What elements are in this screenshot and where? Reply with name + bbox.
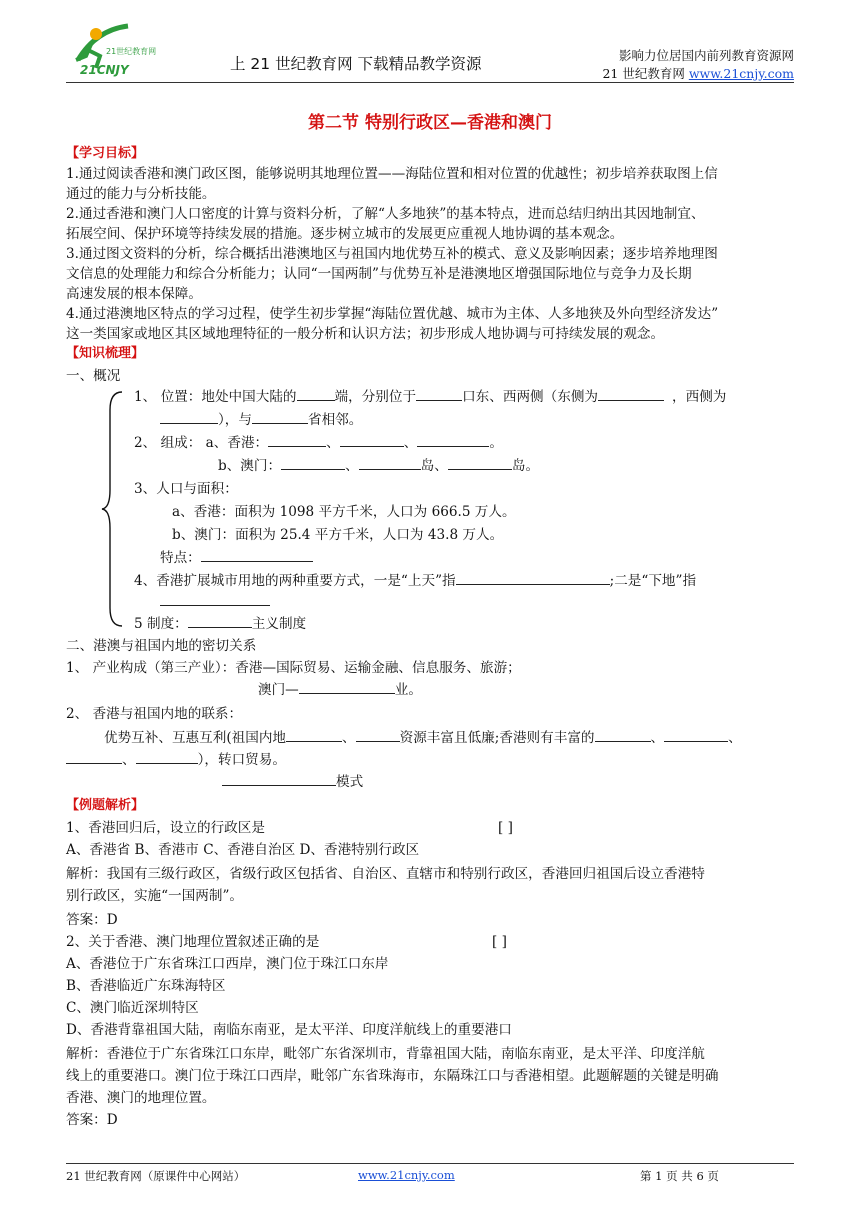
k1-line: 1、 位置：地处中国大陆的 端，分别位于 口东、西两侧（东侧为 ，西侧为	[134, 389, 727, 405]
q1-stem: 1、香港回归后，设立的行政区是	[66, 820, 265, 836]
q2-explanation: 香港、澳门的地理位置。	[66, 1090, 216, 1106]
k4-line-2	[160, 592, 270, 612]
part-overview: 一、概况	[66, 368, 121, 384]
blank-field[interactable]	[299, 681, 395, 694]
k3c-line: 特点：	[160, 548, 313, 568]
k2-line: 2、 组成： a、香港： 、 、 。	[134, 435, 503, 451]
q1-explanation: 别行政区，实施“一国两制”。	[66, 888, 244, 904]
header-site-link[interactable]: www.21cnjy.com	[688, 66, 794, 81]
q2-answer-bracket[interactable]: [ ]	[492, 934, 507, 950]
q2-answer: 答案：D	[66, 1112, 118, 1128]
goal-line: 这一类国家或地区其区域地理特征的一般分析和认识方法；初步形成人地协调与可持续发展的观念。	[66, 326, 665, 342]
blank-field[interactable]	[664, 729, 728, 742]
goal-line: 1.通过阅读香港和澳门政区图，能够说明其地理位置——海陆位置和相对位置的优越性；初步培养获取图上信	[66, 166, 718, 182]
header-slogan: 影响力位居国内前列教育资源网	[618, 48, 794, 63]
k2b-line: b、澳门： 、 岛、 岛。	[218, 458, 540, 474]
header-divider	[66, 82, 794, 83]
goal-line: 高速发展的根本保障。	[66, 286, 202, 302]
blank-field[interactable]	[281, 457, 345, 470]
blank-field[interactable]	[252, 411, 308, 424]
blank-field[interactable]	[417, 434, 489, 447]
site-logo[interactable]	[66, 20, 157, 78]
goal-line: 文信息的处理能力和综合分析能力；认同“一国两制”与优势互补是港澳地区增强国际地位与竞争力及长期	[66, 266, 692, 282]
q2-explanation: 线上的重要港口。澳门位于珠江口西岸，毗邻广东省珠海市，东隔珠江口与香港相望。此题解题的关键是明确	[66, 1068, 719, 1084]
section-examples: 【例题解析】	[66, 798, 145, 813]
q2-option-b: B、香港临近广东珠海特区	[66, 978, 226, 994]
p2-1b-line: 澳门— 业。	[258, 682, 422, 698]
blank-field[interactable]	[456, 572, 610, 585]
q2-option-d: D、香港背靠祖国大陆，南临东南亚，是太平洋、印度洋航线上的重要港口	[66, 1022, 512, 1038]
q1-options: A、香港省 B、香港市 C、香港自治区 D、香港特别行政区	[66, 842, 420, 858]
blank-field[interactable]	[201, 549, 313, 562]
k1-line-2: ），与 省相邻。	[160, 410, 362, 430]
blank-field[interactable]	[595, 729, 651, 742]
k5-line: 5 制度： 主义制度	[134, 616, 307, 632]
curly-brace	[100, 390, 124, 628]
blank-field[interactable]	[286, 729, 342, 742]
blank-field[interactable]	[297, 388, 335, 401]
blank-field[interactable]	[416, 388, 462, 401]
p2-2d-line: 模式	[222, 772, 363, 792]
k4-line: 4、香港扩展城市用地的两种重要方式，一是“上天”指 ;二是“下地”指	[134, 573, 697, 589]
section-knowledge: 【知识梳理】	[66, 346, 145, 361]
p2-2-line: 2、 香港与祖国内地的联系：	[66, 706, 243, 722]
header-site-line	[602, 64, 794, 82]
blank-field[interactable]	[136, 751, 198, 764]
goal-line: 2.通过香港和澳门人口密度的计算与资料分析，了解“人多地狭”的基本特点，进而总结归纳出其因地制宜、	[66, 206, 705, 222]
header-title: 上 21 世纪教育网 下载精品教学资源	[230, 55, 482, 73]
doc-title: 第二节 特别行政区—香港和澳门	[308, 113, 552, 133]
logo-cn-text: 21世纪教育网	[106, 47, 157, 56]
blank-field[interactable]	[356, 729, 400, 742]
footer-page: 第 1 页 共 6 页	[640, 1169, 719, 1183]
p2-2c-line: 、 ），转口贸易。	[66, 750, 286, 770]
q1-answer: 答案：D	[66, 912, 118, 928]
logo-en-text: 21CNJY	[80, 63, 129, 77]
section-goals: 【学习目标】	[66, 146, 145, 161]
q2-option-a: A、香港位于广东省珠江口西岸，澳门位于珠江口东岸	[66, 956, 389, 972]
goal-line: 4.通过港澳地区特点的学习过程，使学生初步掌握“海陆位置优越、城市为主体、人多地狭及外向型经济发达”	[66, 306, 719, 322]
p2-1-line: 1、 产业构成（第三产业）：香港—国际贸易、运输金融、信息服务、旅游；	[66, 660, 521, 676]
header-site-prefix: 21 世纪教育网	[602, 66, 689, 81]
footer-left: 21 世纪教育网（原课件中心网站）	[66, 1169, 246, 1183]
blank-field[interactable]	[340, 434, 404, 447]
k3b-line: b、澳门：面积为 25.4 平方千米，人口为 43.8 万人。	[172, 527, 504, 543]
footer-divider	[66, 1163, 794, 1164]
goal-line: 通过的能力与分析技能。	[66, 186, 216, 202]
blank-field[interactable]	[188, 615, 252, 628]
part-relations: 二、港澳与祖国内地的密切关系	[66, 638, 257, 654]
blank-field[interactable]	[598, 388, 664, 401]
footer-link[interactable]: www.21cnjy.com	[358, 1168, 455, 1182]
blank-field[interactable]	[160, 411, 218, 424]
k3-line: 3、人口与面积：	[134, 481, 238, 497]
blank-field[interactable]	[222, 773, 336, 786]
p2-2a-line: 优势互补、互惠互利(祖国内地 、 资源丰富且低廉;香港则有丰富的 、 、	[104, 730, 742, 746]
k3a-line: a、香港：面积为 1098 平方千米，人口为 666.5 万人。	[172, 504, 516, 520]
q1-explanation: 解析：我国有三级行政区，省级行政区包括省、自治区、直辖市和特别行政区，香港回归祖国后设立香港特	[66, 866, 705, 882]
q2-stem: 2、关于香港、澳门地理位置叙述正确的是	[66, 934, 320, 950]
goal-line: 拓展空间、保护环境等持续发展的措施。逐步树立城市的发展更应重视人地协调的基本观念。	[66, 226, 624, 242]
blank-field[interactable]	[359, 457, 421, 470]
q2-option-c: C、澳门临近深圳特区	[66, 1000, 199, 1016]
q1-answer-bracket[interactable]: [ ]	[498, 820, 513, 836]
q2-explanation: 解析：香港位于广东省珠江口东岸，毗邻广东省深圳市，背靠祖国大陆，南临东南亚，是太平洋、印度洋航	[66, 1046, 705, 1062]
goal-line: 3.通过图文资料的分析，综合概括出港澳地区与祖国内地优势互补的模式、意义及影响因素；逐步培养地理图	[66, 246, 718, 262]
blank-field[interactable]	[66, 751, 122, 764]
blank-field[interactable]	[268, 434, 326, 447]
blank-field[interactable]	[448, 457, 512, 470]
blank-field[interactable]	[160, 593, 270, 606]
